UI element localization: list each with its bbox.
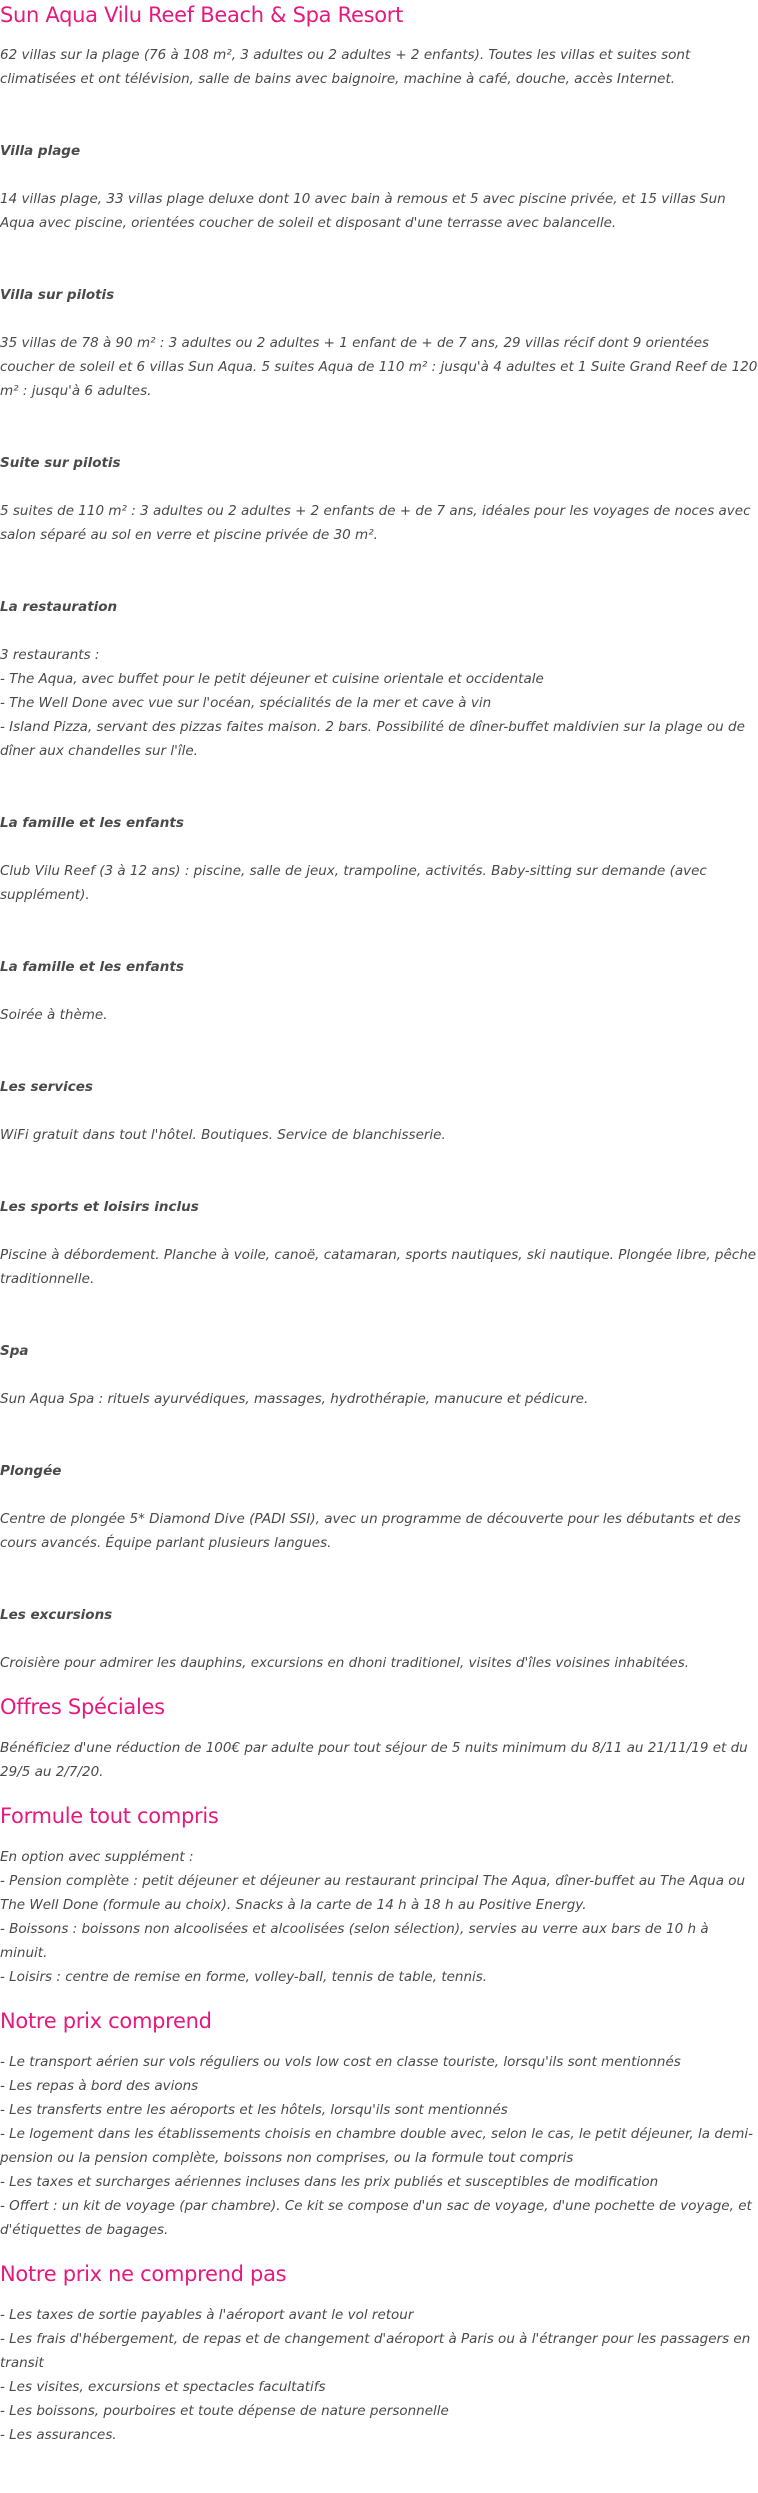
includes-line: - Offert : un kit de voyage (par chambre). Ce kit se compose d'un sac de voyage, d'une pochette de voyage, et d'étiquettes de bagages. — [0, 2198, 752, 2238]
offers-text: Bénéficiez d'une réduction de 100€ par adulte pour tout séjour de 5 nuits minimum du 8/11 au 21/11/19 et du 29/5 au 2/7/20. — [0, 1740, 748, 1780]
section-title: Spa — [0, 1343, 29, 1359]
excludes-title: Notre prix ne comprend pas — [0, 2262, 287, 2286]
excludes-lines — [0, 2303, 758, 2447]
includes-line: - Le logement dans les établissements choisis en chambre double avec, selon le cas, le petit déjeuner, la demi-pension ou la pension complète, boissons non comprises, ou la formule tout compris — [0, 2126, 753, 2166]
excludes-line: - Les assurances. — [0, 2427, 117, 2443]
section-text: 35 villas de 78 à 90 m² : 3 adultes ou 2 adultes + 1 enfant de + de 7 ans, 29 villas récif dont 9 orientées coucher de soleil et 6 villas Sun Aqua. 5 suites Aqua de 110 m² : jusqu'à 4 adultes et 1 Suite Grand Reef de 120 m² : jusqu'à 6 adultes. — [0, 335, 758, 399]
section-line: - The Well Done avec vue sur l'océan, spécialités de la mer et cave à vin — [0, 695, 492, 711]
all-inclusive-line: - Boissons : boissons non alcoolisées et alcoolisées (selon sélection), servies au verre aux bars de 10 h à minuit. — [0, 1921, 709, 1961]
includes-line: - Les taxes et surcharges aériennes incluses dans les prix publiés et susceptibles de modification — [0, 2174, 659, 2190]
includes-section — [0, 2006, 758, 2242]
section-title: La famille et les enfants — [0, 815, 184, 831]
intro-text: 62 villas sur la plage (76 à 108 m², 3 adultes ou 2 adultes + 2 enfants). Toutes les villas et suites sont climatisées et ont télévision, salle de bains avec baignoire, machine à café, douche, accès Internet. — [0, 47, 691, 87]
excludes-line: - Les frais d'hébergement, de repas et de changement d'aéroport à Paris ou à l'étranger pour les passagers en transit — [0, 2331, 751, 2371]
excludes-line: - Les taxes de sortie payables à l'aéroport avant le vol retour — [0, 2307, 414, 2323]
section-text: Piscine à débordement. Planche à voile, canoë, catamaran, sports nautiques, ski nautique. Plongée libre, pêche traditionnelle. — [0, 1247, 757, 1287]
section-line: - The Aqua, avec buffet pour le petit déjeuner et cuisine orientale et occidentale — [0, 671, 544, 687]
section-text: WiFi gratuit dans tout l'hôtel. Boutiques. Service de blanchisserie. — [0, 1127, 446, 1143]
section-title: La famille et les enfants — [0, 959, 184, 975]
section-text: Sun Aqua Spa : rituels ayurvédiques, massages, hydrothérapie, manucure et pédicure. — [0, 1391, 589, 1407]
section-title: Plongée — [0, 1463, 62, 1479]
section-text: Club Vilu Reef (3 à 12 ans) : piscine, salle de jeux, trampoline, activités. Baby-sitting sur demande (avec supplément). — [0, 863, 707, 903]
sections — [0, 91, 758, 1675]
all-inclusive-line: En option avec supplément : — [0, 1849, 194, 1865]
includes-lines — [0, 2050, 758, 2242]
section-title: Les sports et loisirs inclus — [0, 1199, 199, 1215]
section-title: Villa sur pilotis — [0, 287, 115, 303]
includes-line: - Les transferts entre les aéroports et les hôtels, lorsqu'ils sont mentionnés — [0, 2102, 508, 2118]
includes-line: - Les repas à bord des avions — [0, 2078, 199, 2094]
includes-line: - Le transport aérien sur vols réguliers ou vols low cost en classe touriste, lorsqu'ils sont mentionnés — [0, 2054, 681, 2070]
section-title: La restauration — [0, 599, 118, 615]
offers-section — [0, 1692, 758, 1784]
excludes-line: - Les visites, excursions et spectacles facultatifs — [0, 2379, 326, 2395]
page-title: Sun Aqua Vilu Reef Beach & Spa Resort — [0, 3, 404, 27]
section-line: 3 restaurants : — [0, 647, 100, 663]
section-line: - Island Pizza, servant des pizzas faites maison. 2 bars. Possibilité de dîner-buffet maldivien sur la plage ou de dîner aux chandelles sur l'île. — [0, 719, 745, 759]
all-inclusive-section — [0, 1801, 758, 1989]
section-text: 5 suites de 110 m² : 3 adultes ou 2 adultes + 2 enfants de + de 7 ans, idéales pour les voyages de noces avec salon séparé au sol en verre et piscine privée de 30 m². — [0, 503, 751, 543]
section-title: Les excursions — [0, 1607, 113, 1623]
section-text: Centre de plongée 5* Diamond Dive (PADI SSI), avec un programme de découverte pour les débutants et des cours avancés. Équipe parlant plusieurs langues. — [0, 1511, 741, 1551]
all-inclusive-title: Formule tout compris — [0, 1804, 219, 1828]
all-inclusive-line: - Loisirs : centre de remise en forme, volley-ball, tennis de table, tennis. — [0, 1969, 488, 1985]
excludes-line: - Les boissons, pourboires et toute dépense de nature personnelle — [0, 2403, 449, 2419]
section-text: 14 villas plage, 33 villas plage deluxe dont 10 avec bain à remous et 5 avec piscine privée, et 15 villas Sun Aqua avec piscine, orientées coucher de soleil et disposant d'une terrasse avec balancelle. — [0, 191, 726, 231]
section-title: Suite sur pilotis — [0, 455, 121, 471]
section-title: Villa plage — [0, 143, 81, 159]
section-text: Soirée à thème. — [0, 1007, 108, 1023]
section-title: Les services — [0, 1079, 93, 1095]
section-text: Croisière pour admirer les dauphins, excursions en dhoni traditionel, visites d'îles voisines inhabitées. — [0, 1655, 690, 1671]
includes-title: Notre prix comprend — [0, 2009, 212, 2033]
excludes-section — [0, 2259, 758, 2447]
offers-title: Offres Spéciales — [0, 1695, 165, 1719]
all-inclusive-line: - Pension complète : petit déjeuner et déjeuner au restaurant principal The Aqua, dîner-buffet au The Aqua ou The Well Done (formule au choix). Snacks à la carte de 14 h à 18 h au Positive Energy. — [0, 1873, 746, 1913]
all-inclusive-lines — [0, 1845, 758, 1989]
